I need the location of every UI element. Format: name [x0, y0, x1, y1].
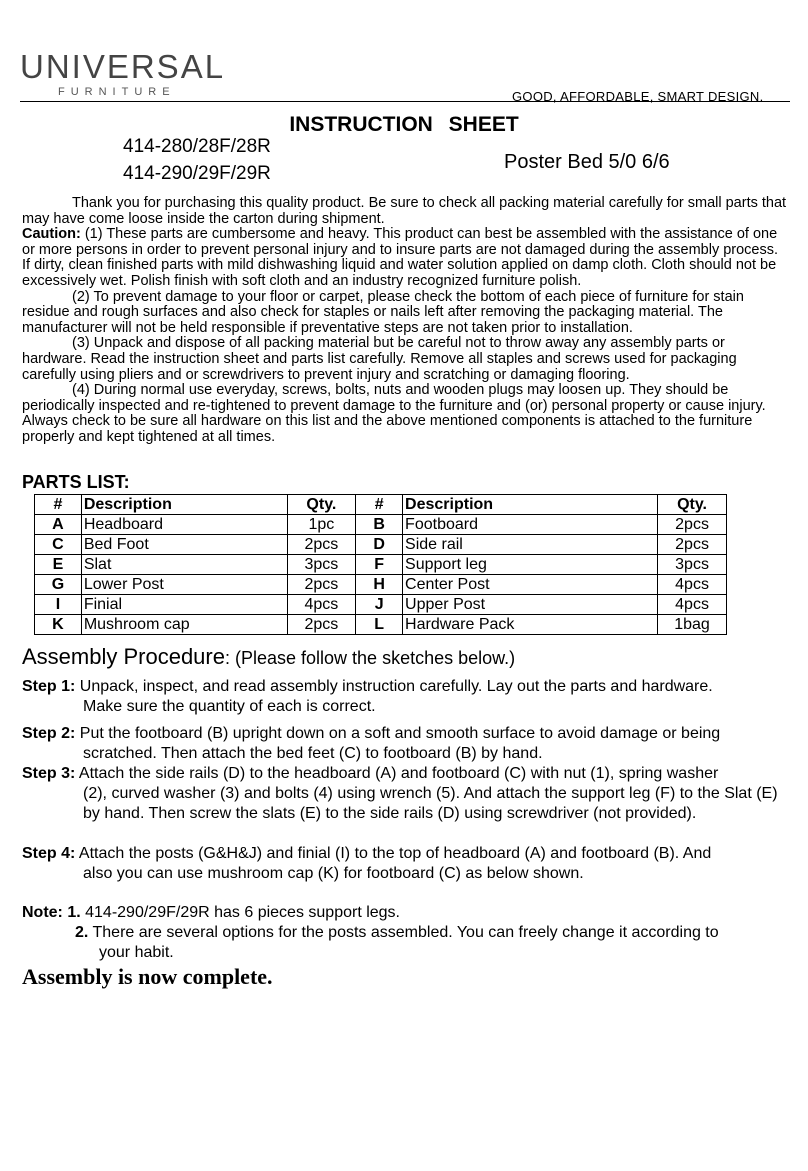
part-qty: 3pcs [658, 555, 727, 575]
part-qty: 2pcs [658, 535, 727, 555]
table-row [35, 575, 727, 595]
header-qty: Qty. [658, 495, 727, 515]
step-4 [22, 844, 792, 884]
step-label: Step 2: [22, 725, 76, 742]
part-id: I [35, 595, 82, 615]
header-divider [20, 101, 790, 102]
note-number: 2. [75, 924, 89, 941]
assembly-subtitle: : (Please follow the sketches below.) [224, 648, 516, 668]
brand-subtitle: FURNITURE [58, 86, 176, 98]
step-text: Attach the side rails (D) to the headboard (A) and footboard (C) with nut (1), spring washer [75, 765, 719, 782]
part-qty: 2pcs [287, 575, 356, 595]
brand-logo: UNIVERSAL [20, 48, 226, 85]
parts-list-title: PARTS LIST: [22, 472, 130, 492]
note-text: There are several options for the posts assembled. You can freely change it according to [88, 924, 719, 941]
caution-paragraph [22, 227, 790, 289]
note-number: 1. [67, 904, 81, 921]
step-text-continued: (2), curved washer (3) and bolts (4) using wrench (5). And attach the support leg (F) to the Slat (E) by hand. Then screw the slats (E) to the side rails (D) using screwdriver (not provided). [83, 785, 778, 822]
product-name: Poster Bed 5/0 6/6 [504, 151, 670, 173]
header-qty: Qty. [287, 495, 356, 515]
part-description: Mushroom cap [81, 615, 287, 635]
part-description: Lower Post [81, 575, 287, 595]
part-description: Center Post [403, 575, 658, 595]
part-id: L [356, 615, 403, 635]
part-qty: 4pcs [658, 595, 727, 615]
step-label: Step 1: [22, 678, 76, 695]
part-description: Finial [81, 595, 287, 615]
step-label: Step 3: [22, 765, 76, 782]
part-qty: 3pcs [287, 555, 356, 575]
step-2 [22, 724, 792, 764]
header-id: # [35, 495, 82, 515]
note-2 [22, 923, 792, 963]
model-number-2: 414-290/29F/29R [123, 163, 271, 184]
intro-paragraph-3: (3) Unpack and dispose of all packing material but be careful not to throw away any assembly parts or hardware. Read the instruction sheet and parts list carefully. Remove all staples and screws used for packaging carefully using pliers and or screwdrivers to prevent injury and scratching or damaging flooring. [22, 335, 737, 383]
table-row [35, 515, 727, 535]
part-description: Support leg [403, 555, 658, 575]
part-id: D [356, 535, 403, 555]
table-row [35, 615, 727, 635]
page-title: INSTRUCTION SHEET [289, 113, 519, 136]
step-text-continued: Make sure the quantity of each is correct. [83, 698, 376, 715]
caution-text: (1) These parts are cumbersome and heavy. This product can best be assembled with the assistance of one or more persons in order to prevent personal injury and to insure parts are not damaged during the assembly process. If dirty, clean finished parts with mild dishwashing liquid and water solution applied on damp cloth. Cloth should not be excessively wet. Polish finish with soft cloth and an industry recognized furniture polish. [22, 226, 779, 289]
assembly-title: Assembly Procedure [22, 644, 225, 669]
part-description: Bed Foot [81, 535, 287, 555]
model-number-1: 414-280/28F/28R [123, 136, 271, 157]
part-qty: 1pc [287, 515, 356, 535]
note-1 [22, 903, 792, 923]
header-description: Description [403, 495, 658, 515]
table-row [35, 535, 727, 555]
caution-label: Caution: [22, 226, 81, 243]
note-text-continued: your habit. [99, 944, 174, 961]
part-qty: 2pcs [287, 615, 356, 635]
part-id: B [356, 515, 403, 535]
part-id: G [35, 575, 82, 595]
part-qty: 2pcs [658, 515, 727, 535]
part-id: C [35, 535, 82, 555]
completion-message: Assembly is now complete. [22, 964, 273, 989]
step-text: Put the footboard (B) upright down on a soft and smooth surface to avoid damage or being [75, 725, 721, 742]
part-qty: 1bag [658, 615, 727, 635]
table-row [35, 595, 727, 615]
parts-header-row [35, 495, 727, 515]
note-label: Note: [22, 904, 63, 921]
part-id: J [356, 595, 403, 615]
step-label: Step 4: [22, 845, 76, 862]
part-description: Side rail [403, 535, 658, 555]
part-id: A [35, 515, 82, 535]
part-id: K [35, 615, 82, 635]
step-text: Unpack, inspect, and read assembly instruction carefully. Lay out the parts and hardware. [75, 678, 713, 695]
part-id: E [35, 555, 82, 575]
header-description: Description [81, 495, 287, 515]
intro-paragraph-4: (4) During normal use everyday, screws, bolts, nuts and wooden plugs may loosen up. They should be periodically inspected and re-tightened to prevent damage to the furniture and (or) personal property or cause injury. Always check to be sure all hardware on this list and the above mentioned components is attached to the furniture properly and kept tightened at all times. [22, 382, 766, 445]
part-description: Hardware Pack [403, 615, 658, 635]
intro-paragraph-2: (2) To prevent damage to your floor or carpet, please check the bottom of each piece of furniture for stain residue and rough surfaces and also check for staples or nails left after removing the packaging material. The manufacturer will not be held responsible if preventative steps are not taken prior to installation. [22, 288, 744, 336]
intro-text [22, 196, 790, 446]
part-id: F [356, 555, 403, 575]
part-qty: 4pcs [287, 595, 356, 615]
note-text: 414-290/29F/29R has 6 pieces support legs. [80, 904, 400, 921]
part-description: Headboard [81, 515, 287, 535]
part-description: Upper Post [403, 595, 658, 615]
part-description: Slat [81, 555, 287, 575]
table-row [35, 555, 727, 575]
part-id: H [356, 575, 403, 595]
step-1 [22, 677, 792, 717]
part-qty: 4pcs [658, 575, 727, 595]
step-3 [22, 764, 792, 824]
assembly-heading [22, 644, 515, 670]
part-description: Footboard [403, 515, 658, 535]
step-text-continued: also you can use mushroom cap (K) for footboard (C) as below shown. [83, 865, 584, 882]
slogan: GOOD, AFFORDABLE, SMART DESIGN. [512, 89, 764, 104]
part-qty: 2pcs [287, 535, 356, 555]
step-text-continued: scratched. Then attach the bed feet (C) to footboard (B) by hand. [83, 745, 543, 762]
step-text: Attach the posts (G&H&J) and finial (I) to the top of headboard (A) and footboard (B). And [75, 845, 712, 862]
header-id: # [356, 495, 403, 515]
intro-paragraph-1: Thank you for purchasing this quality product. Be sure to check all packing material carefully for small parts that may have come loose inside the carton during shipment. [22, 195, 787, 227]
parts-table [34, 494, 727, 635]
